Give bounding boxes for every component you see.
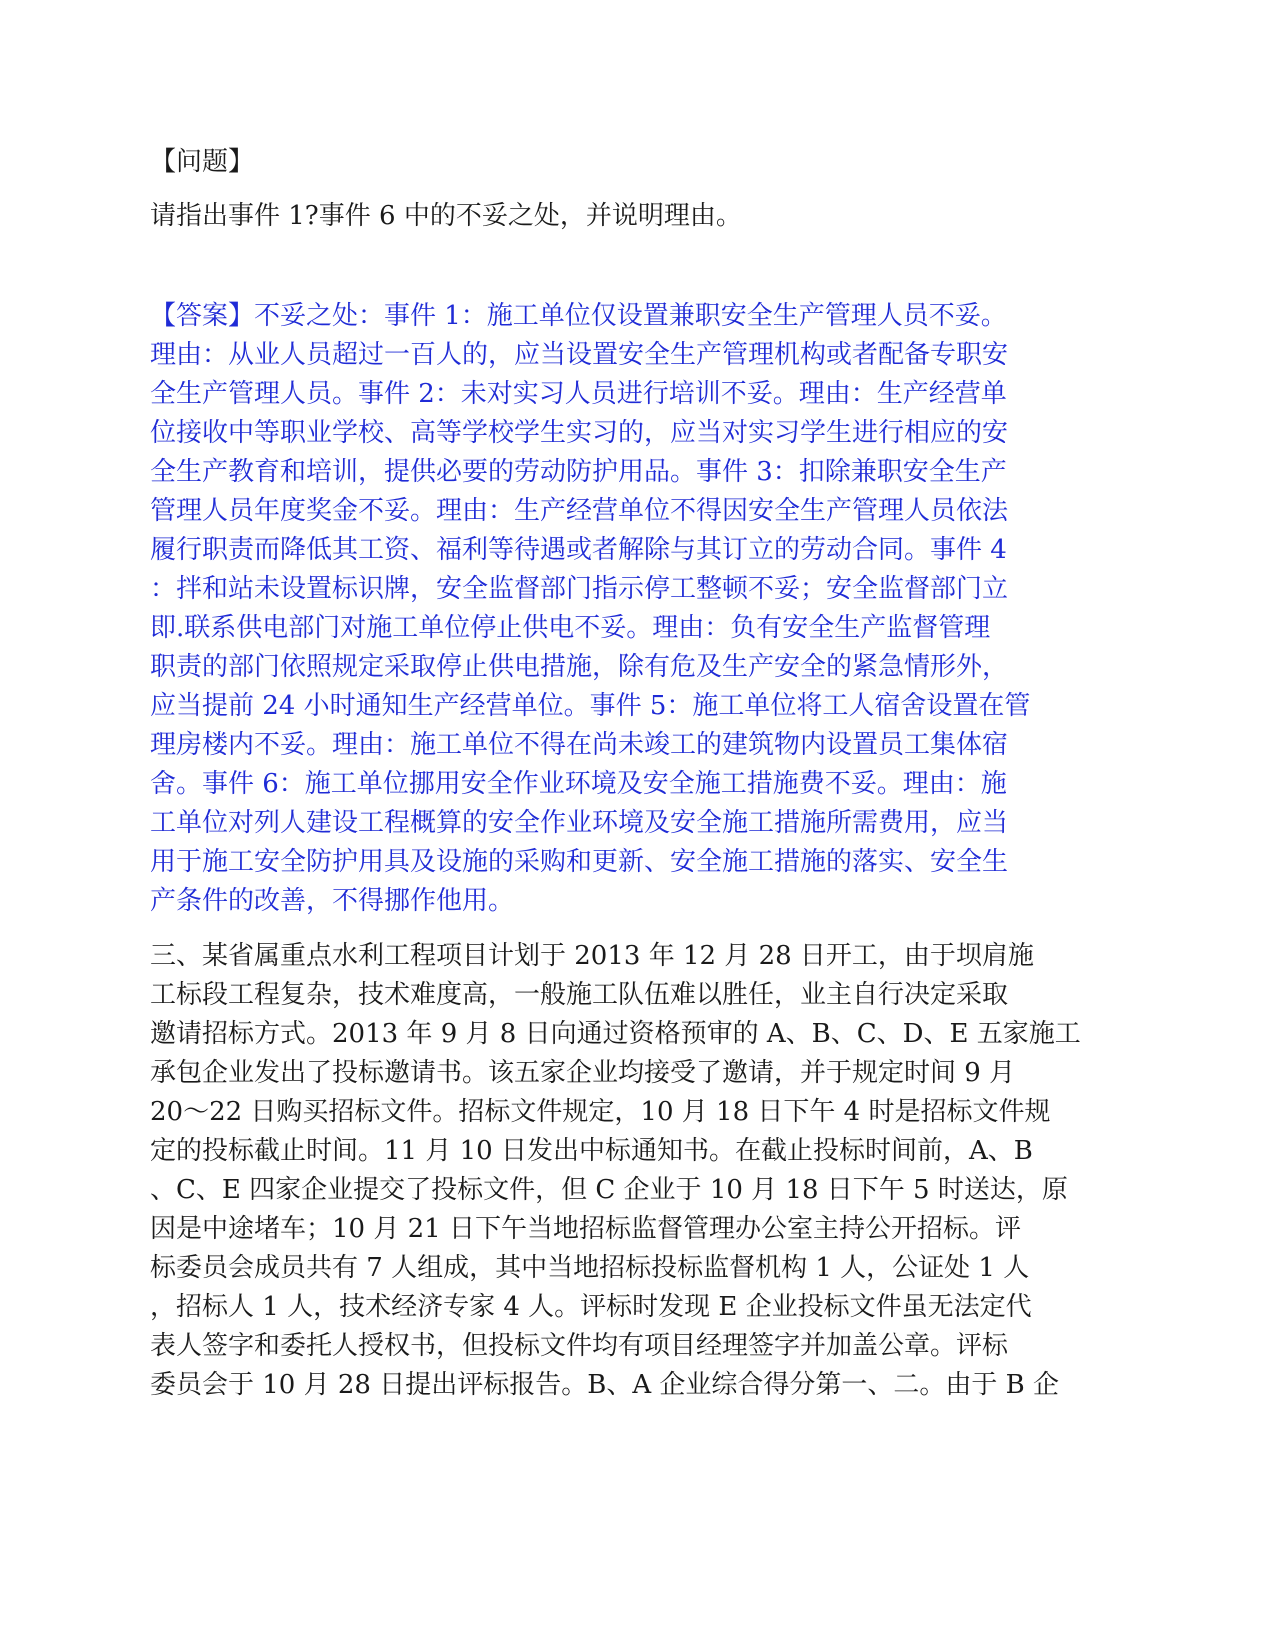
section-line: 因是中途堵车；10 月 21 日下午当地招标监督管理办公室主持公开招标。评 xyxy=(150,1214,1021,1244)
section-line: 、C、E 四家企业提交了投标文件，但 C 企业于 10 月 18 日下午 5 时送达，原 xyxy=(150,1175,1068,1205)
section-line: ，招标人 1 人，技术经济专家 4 人。评标时发现 E 企业投标文件虽无法定代 xyxy=(150,1292,1032,1322)
section-line: 表人签字和委托人授权书，但投标文件均有项目经理签字并加盖公章。评标 xyxy=(150,1331,1009,1361)
section-line: 定的投标截止时间。11 月 10 日发出中标通知书。在截止投标时间前，A、B xyxy=(150,1136,1033,1166)
answer-line: 舍。事件 6：施工单位挪用安全作业环境及安全施工措施费不妥。理由：施 xyxy=(150,769,1007,799)
answer-line: 应当提前 24 小时通知生产经营单位。事件 5：施工单位将工人宿舍设置在管 xyxy=(150,691,1031,721)
answer-line: 【答案】不妥之处：事件 1：施工单位仅设置兼职安全生产管理人员不妥。 xyxy=(150,301,1007,331)
answer-line: 全生产教育和培训，提供必要的劳动防护用品。事件 3：扣除兼职安全生产 xyxy=(150,457,1007,487)
section-line: 标委员会成员共有 7 人组成，其中当地招标投标监督机构 1 人，公证处 1 人 xyxy=(150,1253,1030,1283)
answer-line: ：拌和站未设置标识牌，安全监督部门指示停工整顿不妥；安全监督部门立 xyxy=(150,574,1009,604)
question-heading: 【问题】 xyxy=(150,147,255,177)
section-line: 承包企业发出了投标邀请书。该五家企业均接受了邀请，并于规定时间 9 月 xyxy=(150,1058,1016,1088)
section-line: 工标段工程复杂，技术难度高，一般施工队伍难以胜任，业主自行决定采取 xyxy=(150,980,1009,1010)
answer-line: 即.联系供电部门对施工单位停止供电不妥。理由：负有安全生产监督管理 xyxy=(150,613,991,643)
section-line: 邀请招标方式。2013 年 9 月 8 日向通过资格预审的 A、B、C、D、E 五家施工 xyxy=(150,1019,1081,1049)
answer-line: 用于施工安全防护用具及设施的采购和更新、安全施工措施的落实、安全生 xyxy=(150,847,1009,877)
answer-line: 全生产管理人员。事件 2：未对实习人员进行培训不妥。理由：生产经营单 xyxy=(150,379,1007,409)
answer-line: 位接收中等职业学校、高等学校学生实习的，应当对实习学生进行相应的安 xyxy=(150,418,1009,448)
question-text: 请指出事件 1?事件 6 中的不妥之处，并说明理由。 xyxy=(150,201,742,231)
answer-line: 履行职责而降低其工资、福利等待遇或者解除与其订立的劳动合同。事件 4 xyxy=(150,535,1007,565)
answer-line: 产条件的改善，不得挪作他用。 xyxy=(150,886,515,916)
answer-line: 管理人员年度奖金不妥。理由：生产经营单位不得因安全生产管理人员依法 xyxy=(150,496,1009,526)
answer-line: 工单位对列人建设工程概算的安全作业环境及安全施工措施所需费用，应当 xyxy=(150,808,1009,838)
section-line: 委员会于 10 月 28 日提出评标报告。B、A 企业综合得分第一、二。由于 B 企 xyxy=(150,1370,1060,1400)
section-line: 三、某省属重点水利工程项目计划于 2013 年 12 月 28 日开工，由于坝肩施 xyxy=(150,941,1034,971)
section-line: 20～22 日购买招标文件。招标文件规定，10 月 18 日下午 4 时是招标文件规 xyxy=(150,1097,1051,1127)
answer-line: 理由：从业人员超过一百人的，应当设置安全生产管理机构或者配备专职安 xyxy=(150,340,1009,370)
answer-line: 理房楼内不妥。理由：施工单位不得在尚未竣工的建筑物内设置员工集体宿 xyxy=(150,730,1009,760)
answer-line: 职责的部门依照规定采取停止供电措施，除有危及生产安全的紧急情形外， xyxy=(150,652,1009,682)
